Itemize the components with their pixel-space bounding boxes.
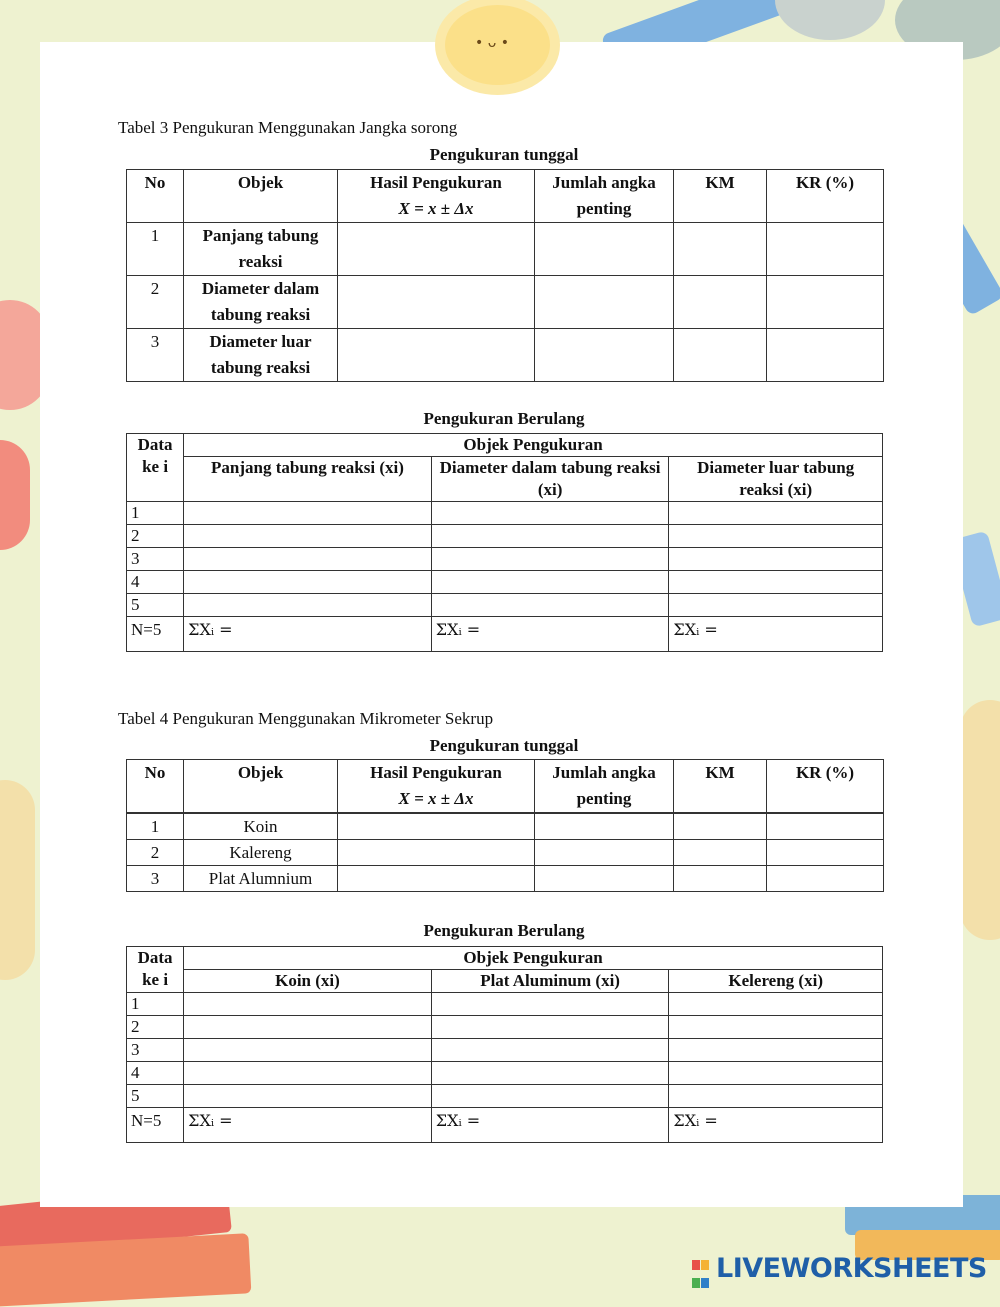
row-index: 2	[127, 1016, 184, 1039]
table3-single-table	[126, 169, 884, 382]
input-cell[interactable]	[767, 866, 884, 892]
decor-flower	[0, 440, 30, 550]
input-cell[interactable]	[431, 594, 669, 617]
header-col3: Diameter luar tabung reaksi (xi)	[669, 457, 883, 502]
sum-label: N=5	[127, 617, 184, 652]
row-index: 3	[127, 1039, 184, 1062]
table-row	[127, 866, 884, 892]
row-objek: Diameter dalam tabung reaksi	[184, 276, 338, 329]
input-cell[interactable]	[767, 276, 884, 329]
decor-leaf	[0, 780, 35, 980]
header-objek: Objek	[184, 170, 338, 223]
input-cell[interactable]	[535, 866, 674, 892]
sum-row	[127, 1108, 883, 1143]
input-cell[interactable]	[431, 1016, 669, 1039]
sum-formula[interactable]: ΣXᵢ =	[184, 617, 432, 652]
input-cell[interactable]	[338, 223, 535, 276]
input-cell[interactable]	[674, 329, 767, 382]
liveworksheets-brand: LIVEWORKSHEETS	[716, 1253, 987, 1284]
sum-formula[interactable]: ΣXᵢ =	[184, 1108, 432, 1143]
sum-label: N=5	[127, 1108, 184, 1143]
input-cell[interactable]	[338, 814, 535, 840]
sun-icon: • ᴗ •	[445, 5, 550, 85]
input-cell[interactable]	[674, 866, 767, 892]
input-cell[interactable]	[184, 548, 432, 571]
sum-formula[interactable]: ΣXᵢ =	[669, 1108, 883, 1143]
row-no: 2	[127, 276, 184, 329]
input-cell[interactable]	[535, 276, 674, 329]
table-row	[127, 993, 883, 1016]
input-cell[interactable]	[535, 329, 674, 382]
header-jumlah: Jumlah angka penting	[535, 760, 674, 813]
row-index: 4	[127, 1062, 184, 1085]
sum-formula[interactable]: ΣXᵢ =	[431, 1108, 669, 1143]
input-cell[interactable]	[431, 1039, 669, 1062]
row-no: 3	[127, 866, 184, 892]
header-km: KM	[674, 760, 767, 813]
input-cell[interactable]	[767, 814, 884, 840]
input-cell[interactable]	[535, 814, 674, 840]
header-objek: Objek	[184, 760, 338, 813]
input-cell[interactable]	[669, 571, 883, 594]
input-cell[interactable]	[338, 866, 535, 892]
table4-repeated-title: Pengukuran Berulang	[423, 921, 585, 940]
input-cell[interactable]	[184, 525, 432, 548]
header-hasil-formula: X = x ± Δx	[398, 199, 474, 218]
header-hasil	[338, 760, 535, 813]
table4-single-body	[126, 813, 884, 892]
table-row	[127, 525, 883, 548]
input-cell[interactable]	[184, 502, 432, 525]
row-index: 5	[127, 594, 184, 617]
row-index: 4	[127, 571, 184, 594]
row-index: 5	[127, 1085, 184, 1108]
row-no: 3	[127, 329, 184, 382]
input-cell[interactable]	[674, 276, 767, 329]
table-row	[127, 276, 884, 329]
table4-single-title: Pengukuran tunggal	[429, 736, 579, 755]
header-kr: KR (%)	[767, 170, 884, 223]
table-row	[127, 1016, 883, 1039]
table-row	[127, 329, 884, 382]
row-index: 1	[127, 502, 184, 525]
header-col2: Diameter dalam tabung reaksi (xi)	[431, 457, 669, 502]
row-objek: Koin	[184, 814, 338, 840]
sum-formula[interactable]: ΣXᵢ =	[431, 617, 669, 652]
table3-single-title: Pengukuran tunggal	[429, 145, 579, 164]
input-cell[interactable]	[184, 1039, 432, 1062]
input-cell[interactable]	[669, 993, 883, 1016]
input-cell[interactable]	[767, 840, 884, 866]
row-objek: Diameter luar tabung reaksi	[184, 329, 338, 382]
input-cell[interactable]	[767, 329, 884, 382]
table-row	[127, 502, 883, 525]
input-cell[interactable]	[338, 276, 535, 329]
sum-row	[127, 617, 883, 652]
input-cell[interactable]	[674, 840, 767, 866]
header-no: No	[127, 760, 184, 813]
header-col1: Koin (xi)	[184, 970, 432, 993]
header-data-ke-i: Data ke i	[127, 947, 184, 993]
input-cell[interactable]	[184, 571, 432, 594]
header-data-ke-i: Data ke i	[127, 434, 184, 502]
input-cell[interactable]	[184, 1062, 432, 1085]
header-no: No	[127, 170, 184, 223]
table-row	[127, 223, 884, 276]
input-cell[interactable]	[669, 1016, 883, 1039]
input-cell[interactable]	[674, 223, 767, 276]
row-objek: Kalereng	[184, 840, 338, 866]
input-cell[interactable]	[431, 1062, 669, 1085]
row-no: 2	[127, 840, 184, 866]
table-row	[127, 1085, 883, 1108]
table4-caption: Tabel 4 Pengukuran Menggunakan Mikrometer Sekrup	[118, 709, 494, 728]
row-objek: Plat Alumnium	[184, 866, 338, 892]
input-cell[interactable]	[338, 840, 535, 866]
row-index: 3	[127, 548, 184, 571]
row-index: 2	[127, 525, 184, 548]
header-hasil	[338, 170, 535, 223]
table3-repeated-table	[126, 433, 883, 652]
header-col2: Plat Aluminum (xi)	[431, 970, 669, 993]
row-no: 1	[127, 223, 184, 276]
input-cell[interactable]	[184, 594, 432, 617]
input-cell[interactable]	[669, 1085, 883, 1108]
table-row	[127, 814, 884, 840]
table-row	[127, 571, 883, 594]
input-cell[interactable]	[431, 1085, 669, 1108]
header-km: KM	[674, 170, 767, 223]
header-hasil-label: Hasil Pengukuran	[370, 173, 502, 192]
table-row	[127, 1062, 883, 1085]
sum-formula[interactable]: ΣXᵢ =	[669, 617, 883, 652]
input-cell[interactable]	[669, 1039, 883, 1062]
input-cell[interactable]	[674, 814, 767, 840]
table4-single-table	[126, 759, 884, 813]
input-cell[interactable]	[535, 223, 674, 276]
input-cell[interactable]	[184, 993, 432, 1016]
decor-book	[0, 1233, 251, 1307]
table4-repeated-table	[126, 946, 883, 1143]
liveworksheets-logo-icon	[692, 1258, 710, 1280]
input-cell[interactable]	[669, 502, 883, 525]
header-col3: Kelereng (xi)	[669, 970, 883, 993]
table3-caption: Tabel 3 Pengukuran Menggunakan Jangka sorong	[118, 118, 458, 137]
input-cell[interactable]	[669, 525, 883, 548]
input-cell[interactable]	[431, 525, 669, 548]
header-kr: KR (%)	[767, 760, 884, 813]
header-col1: Panjang tabung reaksi (xi)	[184, 457, 432, 502]
input-cell[interactable]	[184, 1085, 432, 1108]
header-objek-pengukuran: Objek Pengukuran	[184, 947, 883, 970]
table-row	[127, 840, 884, 866]
table-row	[127, 594, 883, 617]
row-objek: Panjang tabung reaksi	[184, 223, 338, 276]
input-cell[interactable]	[535, 840, 674, 866]
header-hasil-label: Hasil Pengukuran	[370, 763, 502, 782]
input-cell[interactable]	[669, 594, 883, 617]
table-row	[127, 1039, 883, 1062]
header-objek-pengukuran: Objek Pengukuran	[184, 434, 883, 457]
row-index: 1	[127, 993, 184, 1016]
table-row	[127, 548, 883, 571]
decor-circle	[775, 0, 885, 40]
input-cell[interactable]	[669, 1062, 883, 1085]
header-jumlah: Jumlah angka penting	[535, 170, 674, 223]
table3-repeated-title: Pengukuran Berulang	[423, 409, 585, 428]
row-no: 1	[127, 814, 184, 840]
input-cell[interactable]	[431, 571, 669, 594]
input-cell[interactable]	[338, 329, 535, 382]
input-cell[interactable]	[431, 502, 669, 525]
input-cell[interactable]	[431, 993, 669, 1016]
decor-leaf	[960, 700, 1000, 940]
input-cell[interactable]	[431, 548, 669, 571]
input-cell[interactable]	[184, 1016, 432, 1039]
input-cell[interactable]	[669, 548, 883, 571]
input-cell[interactable]	[767, 223, 884, 276]
header-hasil-formula: X = x ± Δx	[398, 789, 474, 808]
